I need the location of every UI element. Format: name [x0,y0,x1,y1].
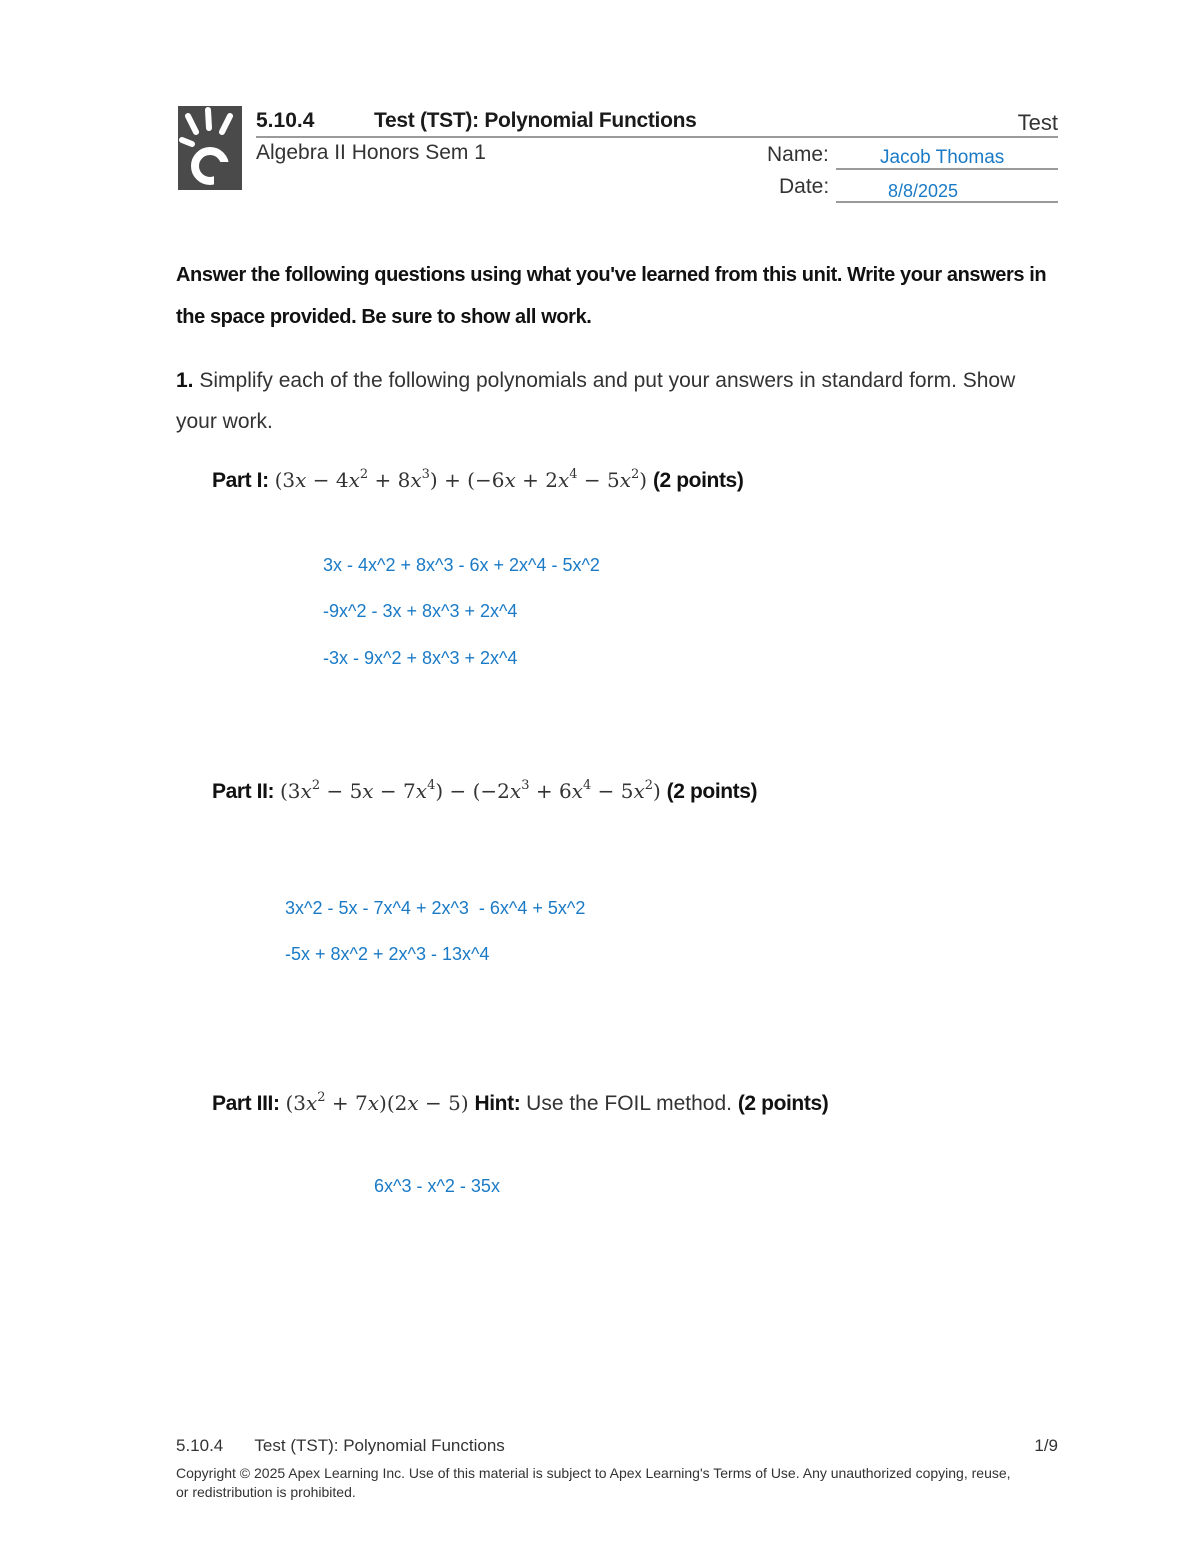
part-1-prompt [212,468,743,493]
answer-line[interactable]: 3x - 4x^2 + 8x^3 - 6x + 2x^4 - 5x^2 [323,555,600,575]
question-number: 1. [176,369,194,392]
page-number: 1/9 [1034,1436,1058,1455]
header-code: 5.10.4 [256,109,315,132]
points-label: (2 points) [737,1092,829,1115]
answer-line[interactable]: -9x^2 - 3x + 8x^3 + 2x^4 [323,601,518,621]
part-2-prompt [212,779,757,804]
points-label: (2 points) [652,469,744,492]
name-field[interactable]: Jacob Thomas [880,147,1005,168]
hint-text: Use the FOIL method. [526,1092,732,1115]
points-label: (2 points) [666,780,758,803]
name-label: Name: [767,143,829,166]
footer-title [176,1436,1060,1456]
answer-line[interactable]: 6x^3 - x^2 - 35x [374,1176,500,1196]
date-underline [836,201,1058,203]
copyright-notice: Copyright © 2025 Apex Learning Inc. Use of this material is subject to Apex Learning's Terms of Use. Any unauthorized copying, reuse, or redistribution is prohibited. [176,1465,1011,1500]
name-underline [836,168,1058,170]
part-label: Part II: [212,780,275,803]
question-text: Simplify each of the following polynomials and put your answers in standard form. Show your work. [176,369,1016,433]
instructions: Answer the following questions using what you've learned from this unit. Write your answers in the space provided. Be sure to show all work. [176,264,1047,328]
date-field[interactable]: 8/8/2025 [888,181,959,201]
part-3-prompt [212,1091,828,1116]
part-label: Part III: [212,1092,280,1115]
part-2-expression: $(3x^2 - 5x - 7x^4) - (-2x^3 + 6x^4 - 5x^2)$ [280,778,661,803]
part-3-expression: $(3x^2 + 7x)(2x - 5)$ [285,1090,469,1115]
answer-line[interactable]: -5x + 8x^2 + 2x^3 - 13x^4 [285,944,490,964]
question-1 [176,360,1036,442]
apex-logo-icon [178,106,242,190]
hint-label: Hint: [474,1092,521,1115]
footer-title-text: Test (TST): Polynomial Functions [254,1436,505,1455]
footer-code: 5.10.4 [176,1436,224,1455]
date-label: Date: [779,175,830,198]
course-name: Algebra II Honors Sem 1 [256,141,486,164]
header-rule [256,136,1058,138]
answer-line[interactable]: 3x^2 - 5x - 7x^4 + 2x^3 - 6x^4 + 5x^2 [285,898,586,918]
answer-line[interactable]: -3x - 9x^2 + 8x^3 + 2x^4 [323,648,518,668]
header-kind: Test [1017,110,1058,135]
part-1-expression: $(3x - 4x^2 + 8x^3) + (-6x + 2x^4 - 5x^2)$ [274,467,648,492]
part-label: Part I: [212,469,269,492]
header-title: Test (TST): Polynomial Functions [374,109,697,132]
